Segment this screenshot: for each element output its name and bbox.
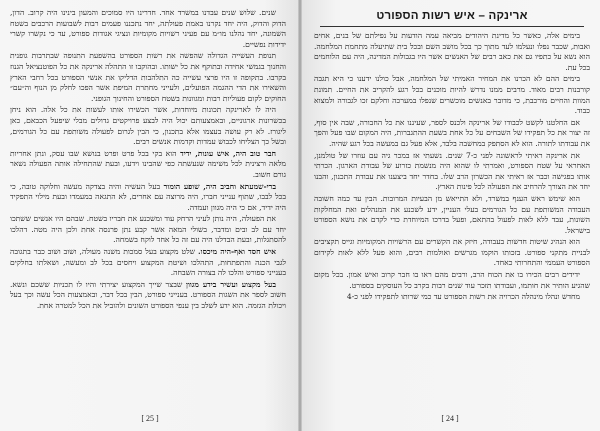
- paragraph: [314, 270, 590, 291]
- right-page: [300, 0, 600, 431]
- paragraph-text: את הפעולה, היה נותן לעיני הרחק עוד ומשכנע את חבריו בשטח. שבהם היו אנשים ששתכו יחד עם לב ובים ומדבר, בשולי המאה אשר קבע נתן פרנסה אחת ולכן היה מטה. דהלכו להסתגלות, ובעת הבדלנו היה עם זה כל אחד לוקח בשמחה.: [10, 214, 286, 245]
- left-page-body: [10, 8, 286, 312]
- paragraph-text: בימים אלה, כאשר כל מדינת היהודים מביאה עמה הודעות על נפילתם של בנים, אחים ואבות, שכבר נפלו ונעלמו לעד מתוך כך בכל מושב השם ובכל בית שתיעלה מתחמת המלחמה. הוא נשא על כתפיו גם את כאב רבים של האנשים אשר היו בגבולות המדינה, היה עם הלוחמים בכל עת.: [314, 31, 590, 72]
- left-page-number: [ 25 ]: [141, 414, 159, 423]
- paragraph: [10, 247, 286, 279]
- right-page-body: [314, 31, 590, 303]
- paragraph-text: ידידים רבים הכירו בו את הכוח הרב, ורבים מהם ראו בו חבר קרוב ואיש אמון. בכל מקום שהגיע הותיר את חותמו, ועבודתו תזכר עוד שנים רבות בקרב כל העוסקים בספורט.: [314, 270, 590, 290]
- paragraph-text: שלט מקצוע בעל סמכות משנה מעולה, ושוב ושוב כבר בתגובה לגבי הכנה והתפתחות, התהלכו ושיטת המקצוע ויחסים בכל לב ומעשה, ושאלתו בחלקים בענייני ספורט והלכו לה בצורה השבחה.: [10, 247, 286, 278]
- paragraph-lead: ברי-שמעתא וחביב היה, שופע הומור: [163, 181, 276, 191]
- paragraph-text: הוא הנהיג שיטות חדשות בעבודה, חיזק את הקשרים עם הרשויות המקומיות וגייס תקציבים לבניית מתקני ספורט. בזכותו הוקמו מגרשים ואולמות רבים, והוא פעל ללא לאות לקידום הספורט העממי והתחרותי כאחד.: [314, 237, 590, 268]
- paragraph-text: היה לו לארינקה תכונות מיוחדות, אשר הכשירו אותו לעשות את כל אלה. הוא ניחן בכשרונות ארגוניים, ובאמצעותם יכול היה לבצע פרויקטים גדולים מבלי שיפעל הכבאם, כאן ליגורז. לא רק עושה בעצמו אלא בתכנון, כי הבין לגרום לפעולה משותפת עם כל הגורמים, ובשל כך הצליחו לכבוש עמדות וקדמות אנשים רבים.: [10, 105, 286, 147]
- paragraph: [10, 280, 286, 312]
- paragraph-lead: איש חסד ואף-היה מיכסו.: [197, 247, 276, 257]
- paragraph: [10, 214, 286, 246]
- paragraph: [10, 51, 286, 104]
- paragraph-text: אם החלטנו לקשט לכבודו של ארינקה ולכנס לספר, שעיננו את כל החבורה, שבה אין סוף, זה יצור את כל תפקידו של השבחים על כל אחת בשעת ההתגברות, היה המקום שבו פעל והפך את עבודתו לתורה. הוא לא הסתפק במחשבה בלבד, אלא פעל גם במעשה בכל רגע שהיה.: [314, 117, 590, 148]
- paragraph: [314, 151, 590, 193]
- paragraph: [314, 194, 590, 236]
- paragraph: [314, 292, 590, 303]
- paragraph-text: הוא בקי בכל פרט ופרט בנושא שבו עסק, ונתן אחריות מלאה ורצינית לכל משימה שנעשתה כפי שהבינו וידעו, ובעת שהתחילה אותה הפעולה נשאר גורם חשוב.: [10, 148, 286, 179]
- paragraph-text: הוא שימש ראש הענף במשרד, ולא התייאש מן הבעיות המרובות. הבין עד כמה חשובה העבודה המשותפת עם כל הגורמים בעלי העניין, ידע לשכנע את המנהלים ואת המחלקות השונות, עבד ללא לאות לפעול בהתאם, ופעל בדרכו המיוחדת כדי לקדם את נושא הספורט בישראל.: [314, 193, 590, 235]
- paragraph-text: תנופת העשייה הגדולה שהפשה את רשות הספורט בהשפעת התנופה שבתרבות גופנית והחנוך בגמשי אחידה ובתוקף את כל ישותו. ובהוקבו זו התהלה ארינקה את כל הפוטנציאל הגנוז בקרבו. בתקופה זו היו פרצי עשייה כה התלהבות הדליקו את אנשי הספורט בכל רחבי הארץ והשאירו את הדי ההגמה הפועלים, ולעייני מחתרת המיפת אשר הפכו לחלק מן הנוף וה״עם״ החוקים לקום פעוליות רבות ומגוונות בשטח הספורט והחינוך הגופני.: [10, 51, 286, 103]
- running-head: ארינקה – איש רשות הספורט: [320, 8, 584, 27]
- paragraph: [314, 31, 590, 73]
- paragraph-text: שבצר שייך המקצוע יצירתי והיו לו תכניות ששכם ונשא. חשוב לספר את השגות הספורט. בענייני ספורט, הבין בכל דבר, ובאמצעות הכל עשה וכך בעל ויכולת הגזמה. הוא ידע לשלב בין ענפי הספורט השונים ולהוביל את הכל למטרה אחת.: [10, 279, 286, 311]
- right-page-number: [ 24 ]: [441, 414, 459, 423]
- paragraph: [314, 237, 590, 269]
- paragraph: [314, 118, 590, 150]
- paragraph-text: שנים. שלוש שנים עבדנו במשרד אחד. חדרינו היו סמוכים והמעון בינינו היה קרוב. הדון, הדוק והדוק, היה יחד נקרנו באמת פעולתה, יחד נתכננו פעמים רבות לשבועות הרכבים בשטח השמונה, יחד נהלנו מו״מ עם פעיני רשויות מקומיות ונציגי אגודות ספורט, עד כי נקשרו קשרי ידידות נפשיים.: [10, 8, 286, 49]
- paragraph-text: בימים ההם לא הכרנו את המחיר האמיתי של המלחמה, אבל כולנו ידענו כי היא תגבה קורבנות רבים מאוד. מרבים ממנו נדרש להיות מוכנים בכל רגע להקריב את החיים. תמונת המוות והחיים מורכבת, כי מדובר באנשים מוכשרים שנפלו במערכה וחלקם זכו לגבורה ולמצוא כבוד.: [314, 74, 590, 116]
- paragraph: [10, 182, 286, 214]
- book-gutter: [298, 0, 302, 431]
- paragraph-text: בעל העשיה והיה בצדקה מעשה וחלוקה טובה, כי בכל לבבו, שתוף ענייני חברו, היה מרוצה עם אחרים, לא התגאה במעמדו ובעת מילוי התפקיד היה ידיד, אם כי היה מגוון ועמדה.: [10, 181, 286, 212]
- paragraph-text: את ארינקה ראיתי לראשונה לפני כ-7 שנים. נשעתי אז במכר גיה עם עוזרו של טולמנן, האחראי על שטח הספורט, ואמרתי לו שהוא היה מנשמת כזרוע של עבודת הארגון. הכרתי אותו בפגישה וכבר אז ראיתי את הכשרון הרב שלו. בחדר יחד ביצענו את עבודת התכנון, והבנו יחד את הצורך להרחיב את הפעולה לכל פינות הארץ.: [314, 150, 590, 192]
- paragraph-lead: חבר טוב היה, איש עונות, ידיד: [180, 148, 277, 158]
- paragraph: [10, 8, 286, 50]
- paragraph: [314, 74, 590, 116]
- paragraph: [10, 149, 286, 181]
- paragraph-text: מחדש ונהלו מינהלה הכרויה את רשות הספורט עד כמי שרותו לתפקידו לפני כ-4: [346, 292, 580, 302]
- paragraph-lead: בעל מקצוע ועשיר בידע מגוון: [186, 279, 276, 289]
- paragraph: [10, 105, 286, 147]
